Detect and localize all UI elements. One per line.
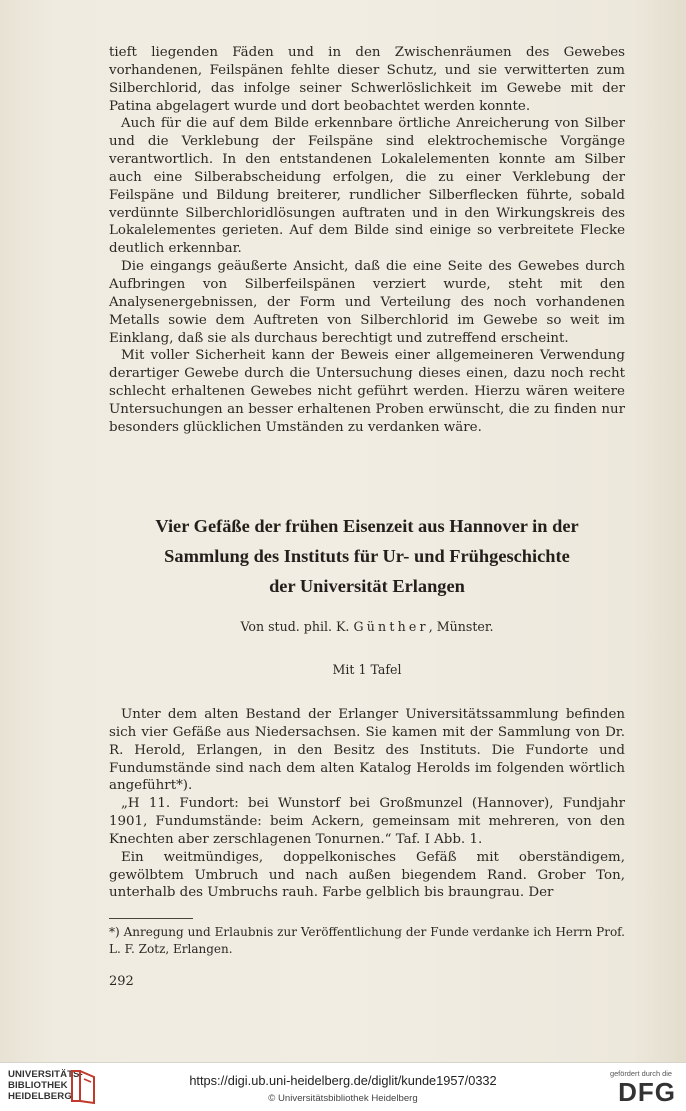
paragraph: Mit voller Sicherheit kann der Beweis einer allgemeineren Verwendung derartiger Gewebe durch die Untersuchung dieses einen, dazu noch recht schlecht erhaltenen Gewebes nicht geführt werden. Hierzu wären weitere Untersuchungen an besser erhaltenen Proben erwünscht, die zu finden nur besonders glücklichen Umständen zu verdanken wäre. [109, 348, 625, 435]
body-text-top [109, 44, 625, 437]
library-name-line: UNIVERSITÄTS- [8, 1069, 83, 1080]
funding-note: gefördert durch die [609, 1069, 672, 1078]
author-line [90, 619, 644, 634]
permalink-url[interactable]: https://digi.ub.uni-heidelberg.de/diglit/kunde1957/0332 [189, 1073, 497, 1088]
paragraph: tieft liegenden Fäden und in den Zwischenräumen des Gewebes vorhandenen, Feilspänen fehlte dieser Schutz, und sie verwitterten zum Silberchlorid, das infolge seiner Schwerlöslichkeit im Gewebe mit der Patina abgelagert wurde und dort beobachtet werden konnte. [109, 45, 625, 114]
footnote: *) Anregung und Erlaubnis zur Veröffentlichung der Funde verdanke ich Herrn Prof. L. F. Zotz, Erlangen. [109, 925, 625, 956]
author-name: Günther [353, 619, 429, 634]
footnote-divider [109, 918, 193, 919]
plate-note: Mit 1 Tafel [332, 662, 402, 677]
copyright-notice: © Universitätsbibliothek Heidelberg [268, 1093, 418, 1104]
body-text-bottom [109, 706, 625, 902]
library-emblem-icon [70, 1067, 98, 1105]
author-prefix: Von stud. phil. K. [240, 619, 350, 634]
article-title [90, 512, 644, 601]
paragraph: Auch für die auf dem Bilde erkennbare örtliche Anreicherung von Silber und die Verklebung der Feilspäne sind elektrochemische Vorgänge verantwortlich. In den entstandenen Lokalelementen konnte am Silber auch eine Silberabscheidung erfolgen, die zu einer Verklebung der Feilspäne und Bildung breiterer, rundlicher Silberflecken führte, sobald verdünnte Silberchloridlösungen auftraten und in den Wirkungskreis des Lokalelementes gerieten. Auf dem Bilde sind einige so verbreitete Flecke deutlich erkennbar. [109, 116, 625, 257]
title-line: Sammlung des Instituts für Ur- und Frühgeschichte [164, 545, 570, 566]
author-suffix: , Münster. [428, 619, 494, 634]
paragraph: Ein weitmündiges, doppelkonisches Gefäß mit oberständigem, gewölbtem Umbruch und nach außen biegendem Rand. Grober Ton, unterhalb des Umbruchs rauh. Farbe gelblich bis braungrau. Der [109, 849, 625, 901]
paragraph: Die eingangs geäußerte Ansicht, daß die eine Seite des Gewebes durch Aufbringen von Silberfeilspänen verziert wurde, steht mit den Analysenergebnissen, der Form und Verteilung des noch vorhandenen Metalls sowie dem Auftreten von Silberchlorid im Gewebe so weit im Einklang, daß sie als durchaus berechtigt und zutreffend erscheint. [109, 259, 625, 346]
title-line: Vier Gefäße der frühen Eisenzeit aus Hannover in der [155, 516, 579, 536]
page-number: 292 [109, 974, 134, 989]
title-line: der Universität Erlangen [269, 575, 465, 596]
library-name-line: HEIDELBERG [8, 1091, 72, 1102]
paragraph: „H 11. Fundort: bei Wunstorf bei Großmunzel (Hannover), Fundjahr 1901, Fundumstände: beim Ackern, gemeinsam mit mehreren, von den Knechten aber zerschlagenen Tonurnen.“ Taf. I Abb. 1. [109, 796, 625, 847]
library-name-line: BIBLIOTHEK [8, 1080, 68, 1091]
dfg-logo[interactable]: DFG [618, 1077, 676, 1107]
paragraph: Unter dem alten Bestand der Erlanger Universitätssammlung befinden sich vier Gefäße aus Niedersachsen. Sie kamen mit der Sammlung von Dr. R. Herold, Erlangen, in den Besitz des Instituts. Die Fundorte und Fundumstände sind nach dem alten Katalog Herolds im folgenden wörtlich angeführt*). [109, 707, 625, 794]
viewer-footer [0, 1062, 686, 1111]
